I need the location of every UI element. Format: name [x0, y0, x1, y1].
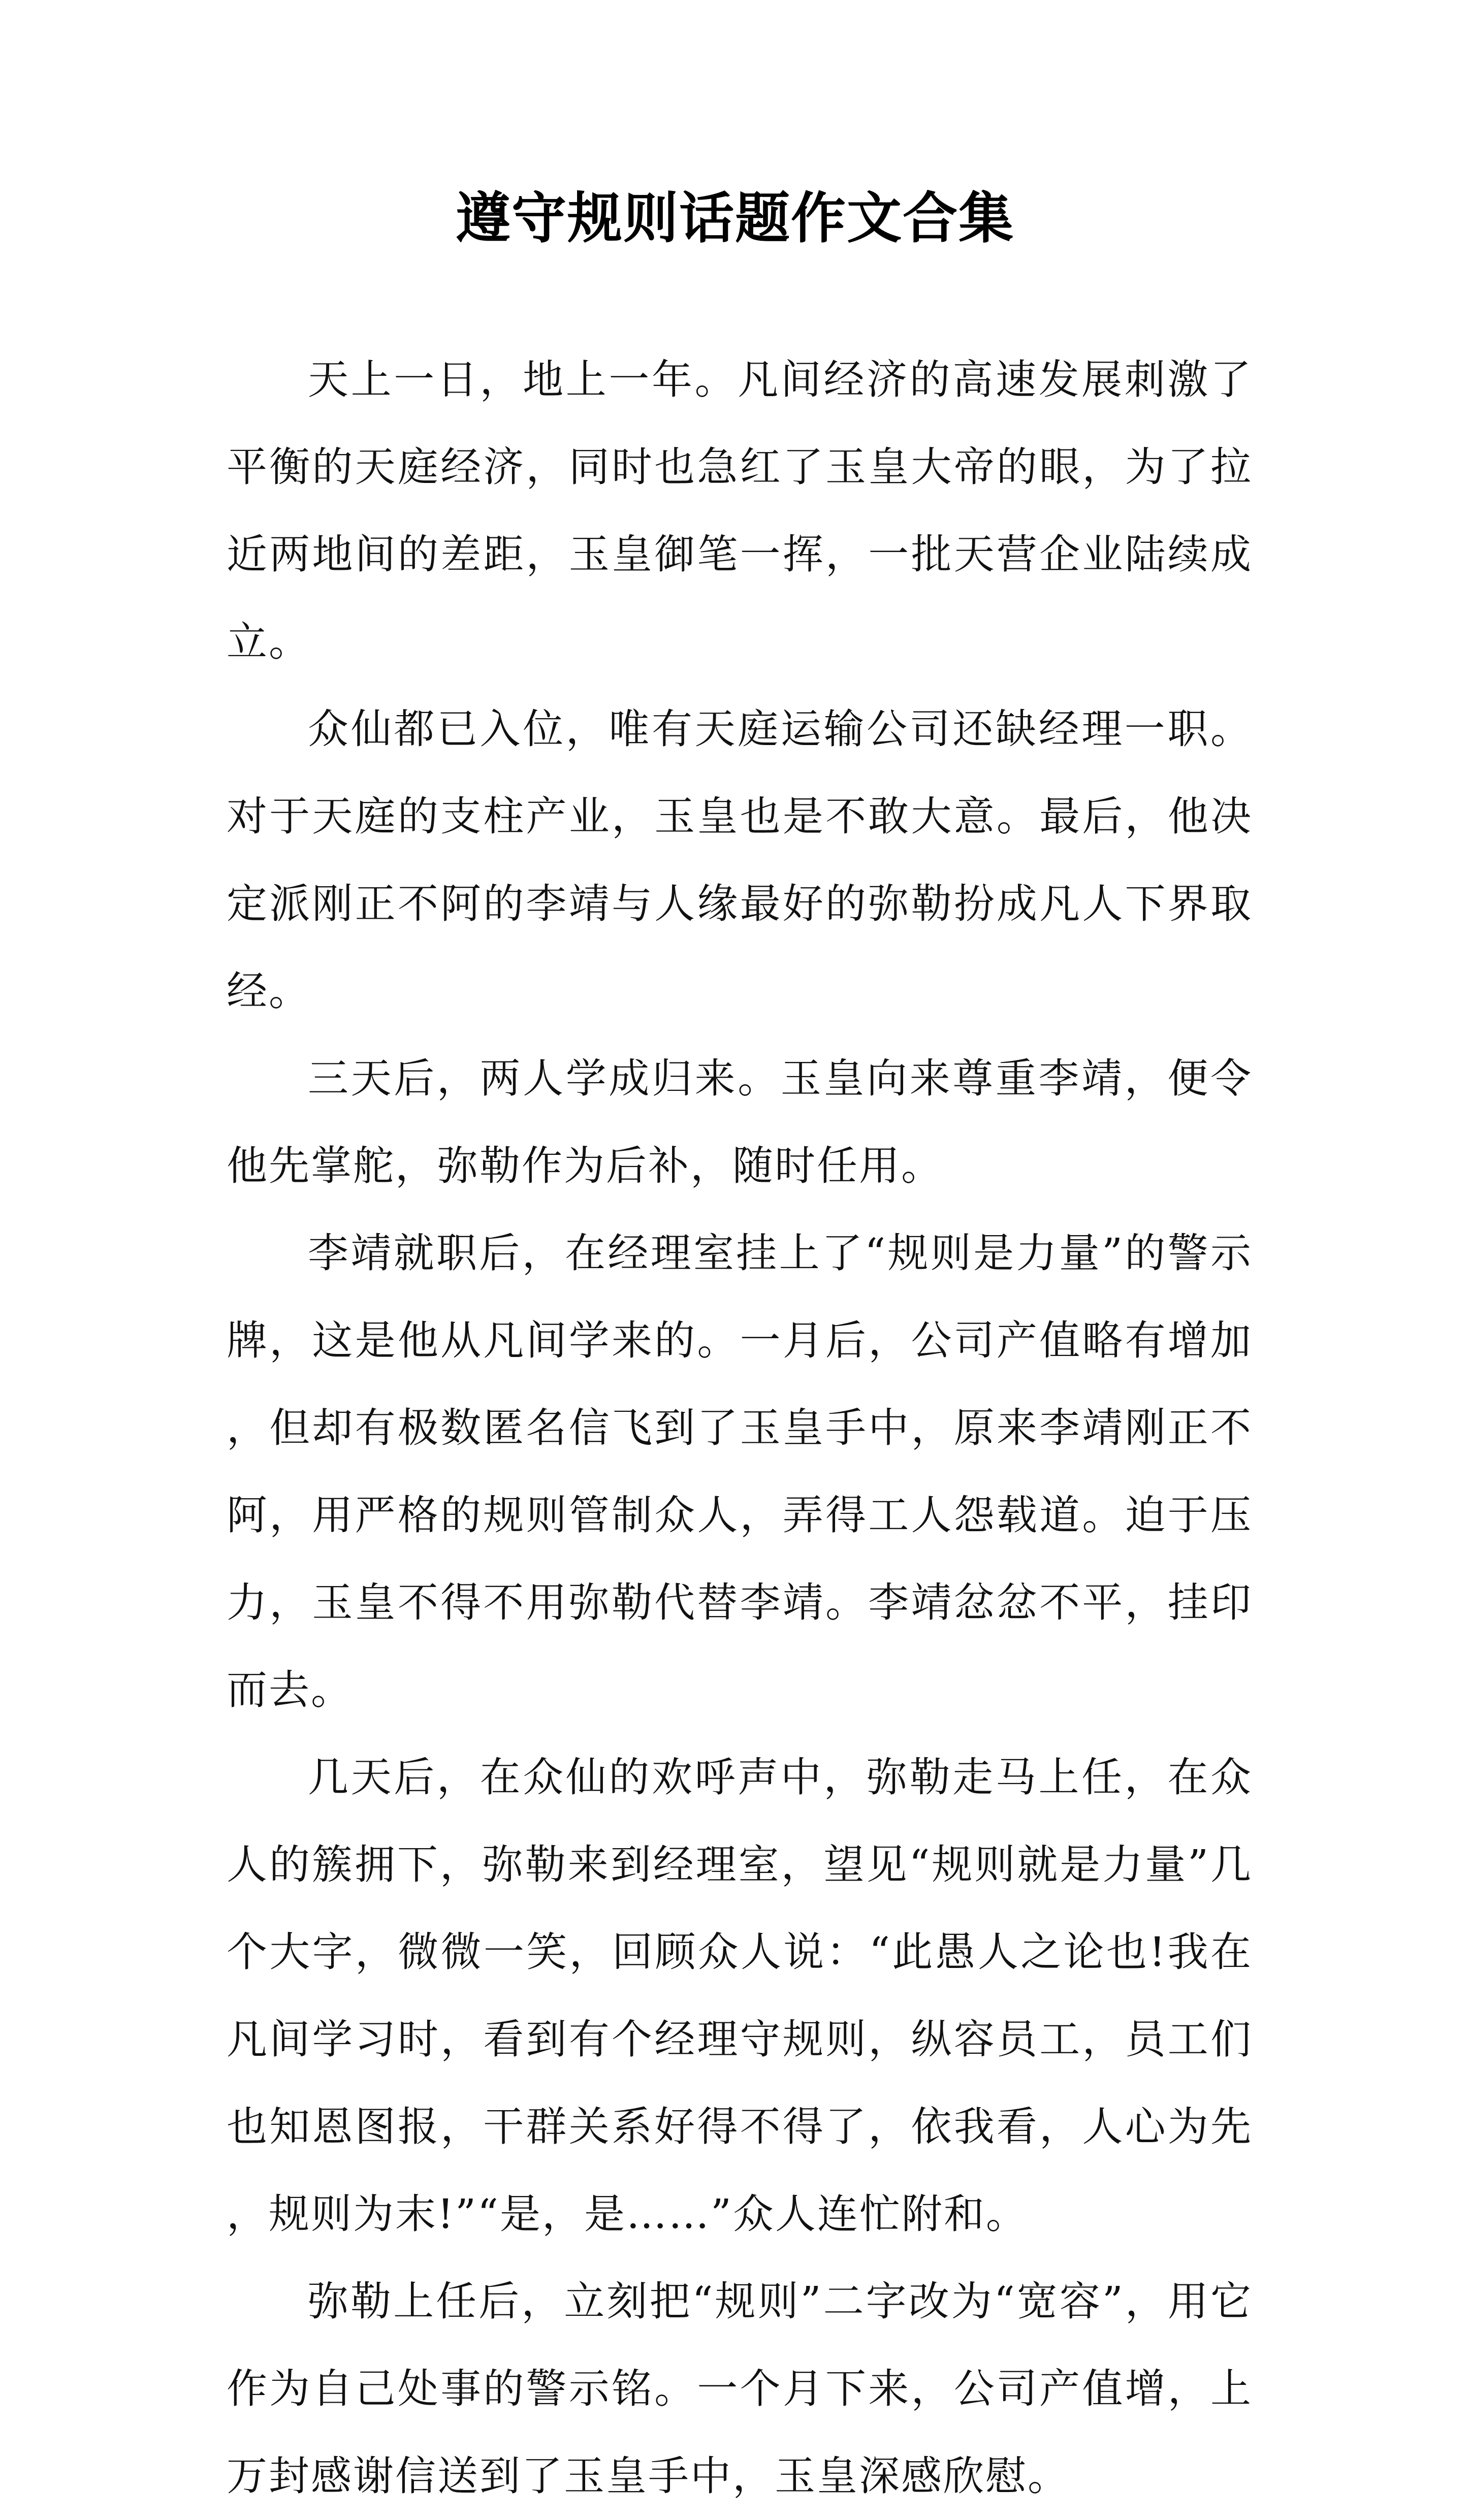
document-body: [227, 336, 1253, 2520]
paragraph-3: 三天后，两人学成归来。玉皇向来尊重李靖，便令他先掌舵，弥勒作为后补，随时任用。: [227, 1055, 1253, 1189]
paragraph-4: 李靖就职后，在经理室挂上了“规则是力量”的警示牌，这是他从凡间学来的。一月后，公司产值略有增加，但却有极数匿名信飞到了玉皇手中，原来李靖刚正不阿，用严格的规则管制众人，弄得工人怨载道。迫于压力，玉皇不得不用弥勒代替李靖。李靖忿忿不平，挂印而去。: [227, 1230, 1253, 1714]
paragraph-2: 众仙都已入位，唯有天庭运输公司还缺经理一职。对于天庭的支柱产业，玉皇也是不敢大意。最后，他决定派刚正不阿的李靖与人缘最好的弥勒扮成凡人下界取经。: [227, 705, 1253, 1015]
document-title: 遵守规则话题作文合集: [455, 186, 1014, 250]
paragraph-6: 弥勒上任后，立刻把“规则”二字改为“宽容”，用它作为自己处事的警示铭。一个月下来，公司产值增，上万封感谢信送到了玉皇手中，玉皇深感欣慰。: [227, 2278, 1253, 2500]
paragraph-5: 几天后，在众仙的欢呼声中，弥勒走马上任，在众人的簇拥下，弥勒来到经理室，望见“规则就是力量”几个大字，微微一笑，回顾众人说：“此愚人之论也!我在凡间学习时，看到有个经理守规则，纵容员工，员工们也知恩图报，干群关系好得不得了，依我看，人心为先，规则为末!”“是，是……”众人连忙附和。: [227, 1754, 1253, 2238]
paragraph-1: 天上一日，地上一年。凡间经济的高速发展刺激了平衡的天庭经济，同时也急红了玉皇大帝的眼，为了拉近两地间的差距，玉皇御笔一挥，一批天营企业陆续成立。: [227, 356, 1253, 665]
